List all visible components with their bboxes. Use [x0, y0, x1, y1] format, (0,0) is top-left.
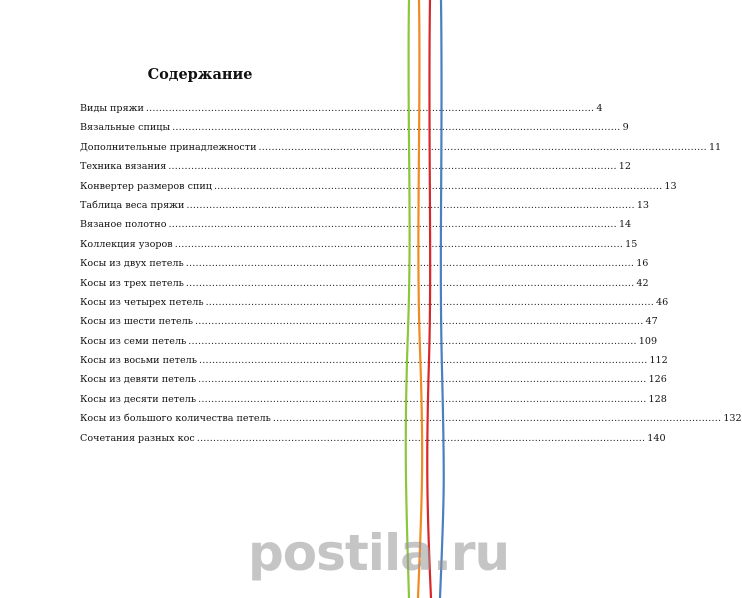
toc-entry-label: Таблица веса пряжи	[80, 199, 185, 211]
toc-entry	[80, 351, 668, 370]
toc-leader-dots	[273, 409, 721, 428]
table-of-contents	[80, 99, 742, 448]
toc-leader-dots	[168, 157, 616, 176]
toc-entry-page: 16	[636, 258, 649, 270]
toc-entry	[80, 99, 603, 118]
toc-entry	[80, 390, 667, 409]
toc-entry	[80, 138, 722, 157]
toc-entry-label: Косы из шести петель	[80, 316, 194, 328]
toc-leader-dots	[146, 99, 594, 118]
toc-entry-page: 13	[664, 180, 677, 192]
toc-entry-page: 14	[618, 219, 632, 231]
toc-entry-page: 47	[645, 316, 658, 328]
toc-entry-label: Косы из четырех петель	[80, 296, 204, 308]
toc-entry-page: 112	[649, 355, 668, 367]
toc-entry-page: 132	[723, 413, 742, 425]
thread-red	[427, 0, 431, 598]
toc-entry	[80, 118, 629, 137]
toc-entry	[80, 196, 650, 215]
toc-entry-label: Сочетания разных кос	[80, 432, 195, 444]
toc-entry-label: Виды пряжи	[80, 103, 144, 114]
page-title: Содержание	[147, 66, 253, 83]
toc-entry-label: Вязаное полотно	[80, 219, 167, 231]
thread-orange	[418, 0, 422, 598]
toc-entry-page: 109	[638, 335, 658, 347]
toc-entry	[80, 177, 677, 196]
toc-entry-page: 126	[648, 374, 667, 386]
watermark: postila.ru	[248, 524, 510, 582]
toc-entry-label: Коллекция узоров	[80, 238, 173, 250]
toc-entry-page: 4	[596, 103, 603, 114]
toc-entry	[80, 274, 649, 293]
toc-entry	[80, 370, 667, 389]
toc-entry-label: Косы из большого количества петель	[80, 413, 271, 425]
thread-green	[406, 0, 410, 598]
toc-entry-page: 42	[636, 277, 649, 289]
toc-entry-page: 9	[622, 122, 629, 134]
toc-entry	[80, 409, 742, 428]
toc-entry-page: 46	[656, 296, 669, 308]
toc-entry-label: Техника вязания	[80, 161, 167, 173]
toc-entry-label: Косы из трех петель	[80, 277, 184, 289]
thread-blue	[440, 0, 444, 598]
toc-entry-page: 15	[625, 238, 638, 250]
toc-entry	[80, 312, 658, 331]
toc-entry	[80, 157, 631, 176]
toc-entry-page: 13	[636, 199, 650, 211]
toc-entry-label: Косы из десяти петель	[80, 393, 197, 405]
toc-entry	[80, 215, 632, 234]
toc-entry-label: Косы из восьми петель	[80, 355, 197, 367]
toc-leader-dots	[168, 215, 616, 234]
toc-entry	[80, 332, 658, 351]
toc-entry-label: Вязальные спицы	[80, 122, 171, 134]
toc-entry	[80, 254, 649, 273]
toc-entry-label: Дополнительные принадлежности	[80, 141, 257, 153]
toc-entry-label: Косы из девяти петель	[80, 374, 197, 386]
toc-entry-label: Косы из двух петель	[80, 258, 184, 270]
toc-leader-dots	[258, 138, 706, 157]
toc-entry	[80, 293, 669, 312]
toc-entry-label: Косы из семи петель	[80, 335, 187, 347]
toc-entry-page: 128	[648, 393, 667, 405]
toc-entry-page: 140	[647, 432, 666, 444]
toc-entry-page: 11	[708, 141, 722, 153]
decorative-threads	[395, 0, 460, 598]
toc-entry	[80, 235, 638, 254]
toc-entry-page: 12	[618, 161, 631, 173]
toc-entry	[80, 429, 666, 448]
toc-entry-label: Конвертер размеров спиц	[80, 180, 212, 192]
